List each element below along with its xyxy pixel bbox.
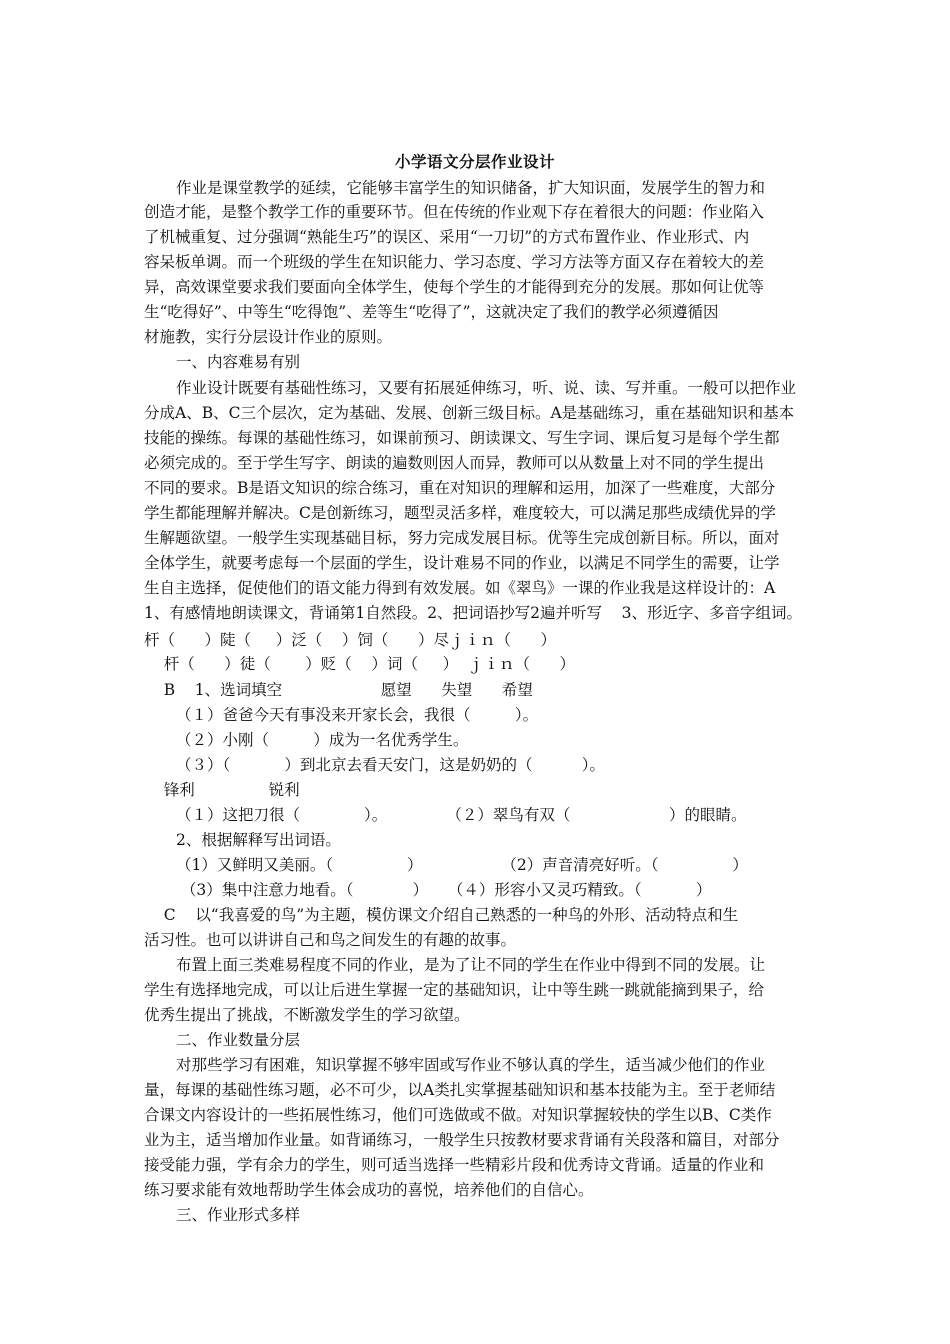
body-line: 学生都能理解并解决。C是创新练习，题型灵活多样，难度较大，可以满足那些成绩优异的学 (144, 504, 776, 522)
body-line: 作业设计既要有基础性练习，又要有拓展延伸练习，听、说、读、写并重。一般可以把作业 (176, 379, 797, 397)
body-line: 锋利 锐利 (144, 781, 300, 799)
body-line: 技能的操练。每课的基础性练习，如课前预习、朗读课文、写生字词、课后复习是每个学生都 (144, 429, 780, 447)
body-line: 作业是课堂教学的延续，它能够丰富学生的知识储备，扩大知识面，发展学生的智力和 (176, 179, 766, 197)
body-line: 量，每课的基础性练习题，必不可少，以A类扎实掌握基础知识和基本技能为主。至于老师结 (144, 1081, 776, 1099)
body-line: 二、作业数量分层 (176, 1031, 301, 1049)
document-title: 小学语文分层作业设计 (394, 153, 555, 171)
body-line: 对那些学习有困难，知识掌握不够牢固或写作业不够认真的学生，适当减少他们的作业 (176, 1056, 766, 1074)
body-line: 2、根据解释写出词语。 (176, 831, 341, 849)
body-line: 杆（ ）陡（ ）泛（ ）饲（ ）尽ｊｉｎ（ ） (144, 631, 557, 649)
body-line: 生“吃得好”、中等生“吃得饱”、差等生“吃得了”，这就决定了我们的教学必须遵循因 (144, 303, 719, 321)
body-line: （1）又鲜明又美丽。（ ） （2）声音清亮好听。（ ） (176, 856, 748, 874)
body-line: （３）（ ）到北京去看天安门，这是奶奶的（ ）。 (176, 756, 605, 774)
body-line: 创造才能，是整个教学工作的重要环节。但在传统的作业观下存在着很大的问题：作业陷入 (144, 203, 765, 221)
body-line: 优秀生提出了挑战，不断激发学生的学习欲望。 (144, 1006, 470, 1024)
body-line: 一、内容难易有别 (176, 353, 301, 371)
body-line: 杆（ ）徒（ ）贬（ ）词（ ） ｊｉｎ（ ） (144, 655, 576, 673)
body-line: 三、作业形式多样 (176, 1206, 301, 1224)
body-line: （3）集中注意力地看。（ ） （４）形容小又灵巧精致。（ ） (176, 881, 712, 899)
body-line: 活习性。也可以讲讲自己和鸟之间发生的有趣的故事。 (144, 931, 517, 949)
body-line: 生解题欲望。一般学生实现基础目标，努力完成发展目标。优等生完成创新目标。所以，面对 (144, 529, 780, 547)
body-line: 异，高效课堂要求我们要面向全体学生，使每个学生的才能得到充分的发展。那如何让优等 (144, 278, 765, 296)
body-line: （２）小刚（ ）成为一名优秀学生。 (176, 731, 469, 749)
body-line: 全体学生，就要考虑每一个层面的学生，设计难易不同的作业，以满足不同学生的需要，让学 (144, 554, 780, 572)
body-line: 材施教，实行分层设计作业的原则。 (144, 328, 393, 346)
body-line: 容呆板单调。而一个班级的学生在知识能力、学习态度、学习方法等方面又存在着较大的差 (144, 253, 765, 271)
body-line: （１）爸爸今天有事没来开家长会，我很（ ）。 (176, 706, 539, 724)
body-line: 生自主选择，促使他们的语文能力得到有效发展。如《翠鸟》一课的作业我是这样设计的：A (144, 579, 776, 597)
body-line: 学生有选择地完成，可以让后进生掌握一定的基础知识，让中等生跳一跳就能摘到果子，给 (144, 981, 765, 999)
body-line: 必须完成的。至于学生写字、朗读的遍数则因人而异，教师可以从数量上对不同的学生提出 (144, 454, 765, 472)
body-line: （１）这把刀很（ ）。 （２）翠鸟有双（ ）的眼睛。 (176, 806, 747, 824)
body-line: 布置上面三类难易程度不同的作业，是为了让不同的学生在作业中得到不同的发展。让 (176, 956, 766, 974)
body-line: 不同的要求。B是语文知识的综合练习，重在对知识的理解和运用，加深了一些难度，大部分 (144, 479, 776, 497)
body-line: 合课文内容设计的一些拓展性练习，他们可选做或不做。对知识掌握较快的学生以B、C类作 (144, 1106, 772, 1124)
body-line: 了机械重复、过分强调“熟能生巧”的误区、采用“一刀切”的方式布置作业、作业形式、内 (144, 228, 750, 246)
body-line: C 以“我喜爱的鸟”为主题，模仿课文介绍自己熟悉的一种鸟的外形、活动特点和生 (144, 906, 739, 924)
body-line: 接受能力强，学有余力的学生，则可适当选择一些精彩片段和优秀诗文背诵。适量的作业和 (144, 1156, 765, 1174)
body-line: 1、有感情地朗读课文，背诵第1自然段。2、把词语抄写2遍并听写 3、形近字、多音字组词。 (144, 604, 803, 622)
body-line: 分成A、B、C三个层次，定为基础、发展、创新三级目标。A是基础练习，重在基础知识和基本 (144, 404, 795, 422)
body-line: 业为主，适当增加作业量。如背诵练习，一般学生只按教材要求背诵有关段落和篇目，对部分 (144, 1131, 780, 1149)
body-line: 练习要求能有效地帮助学生体会成功的喜悦，培养他们的自信心。 (144, 1181, 594, 1199)
body-line: B 1、选词填空 愿望 失望 希望 (144, 681, 533, 699)
